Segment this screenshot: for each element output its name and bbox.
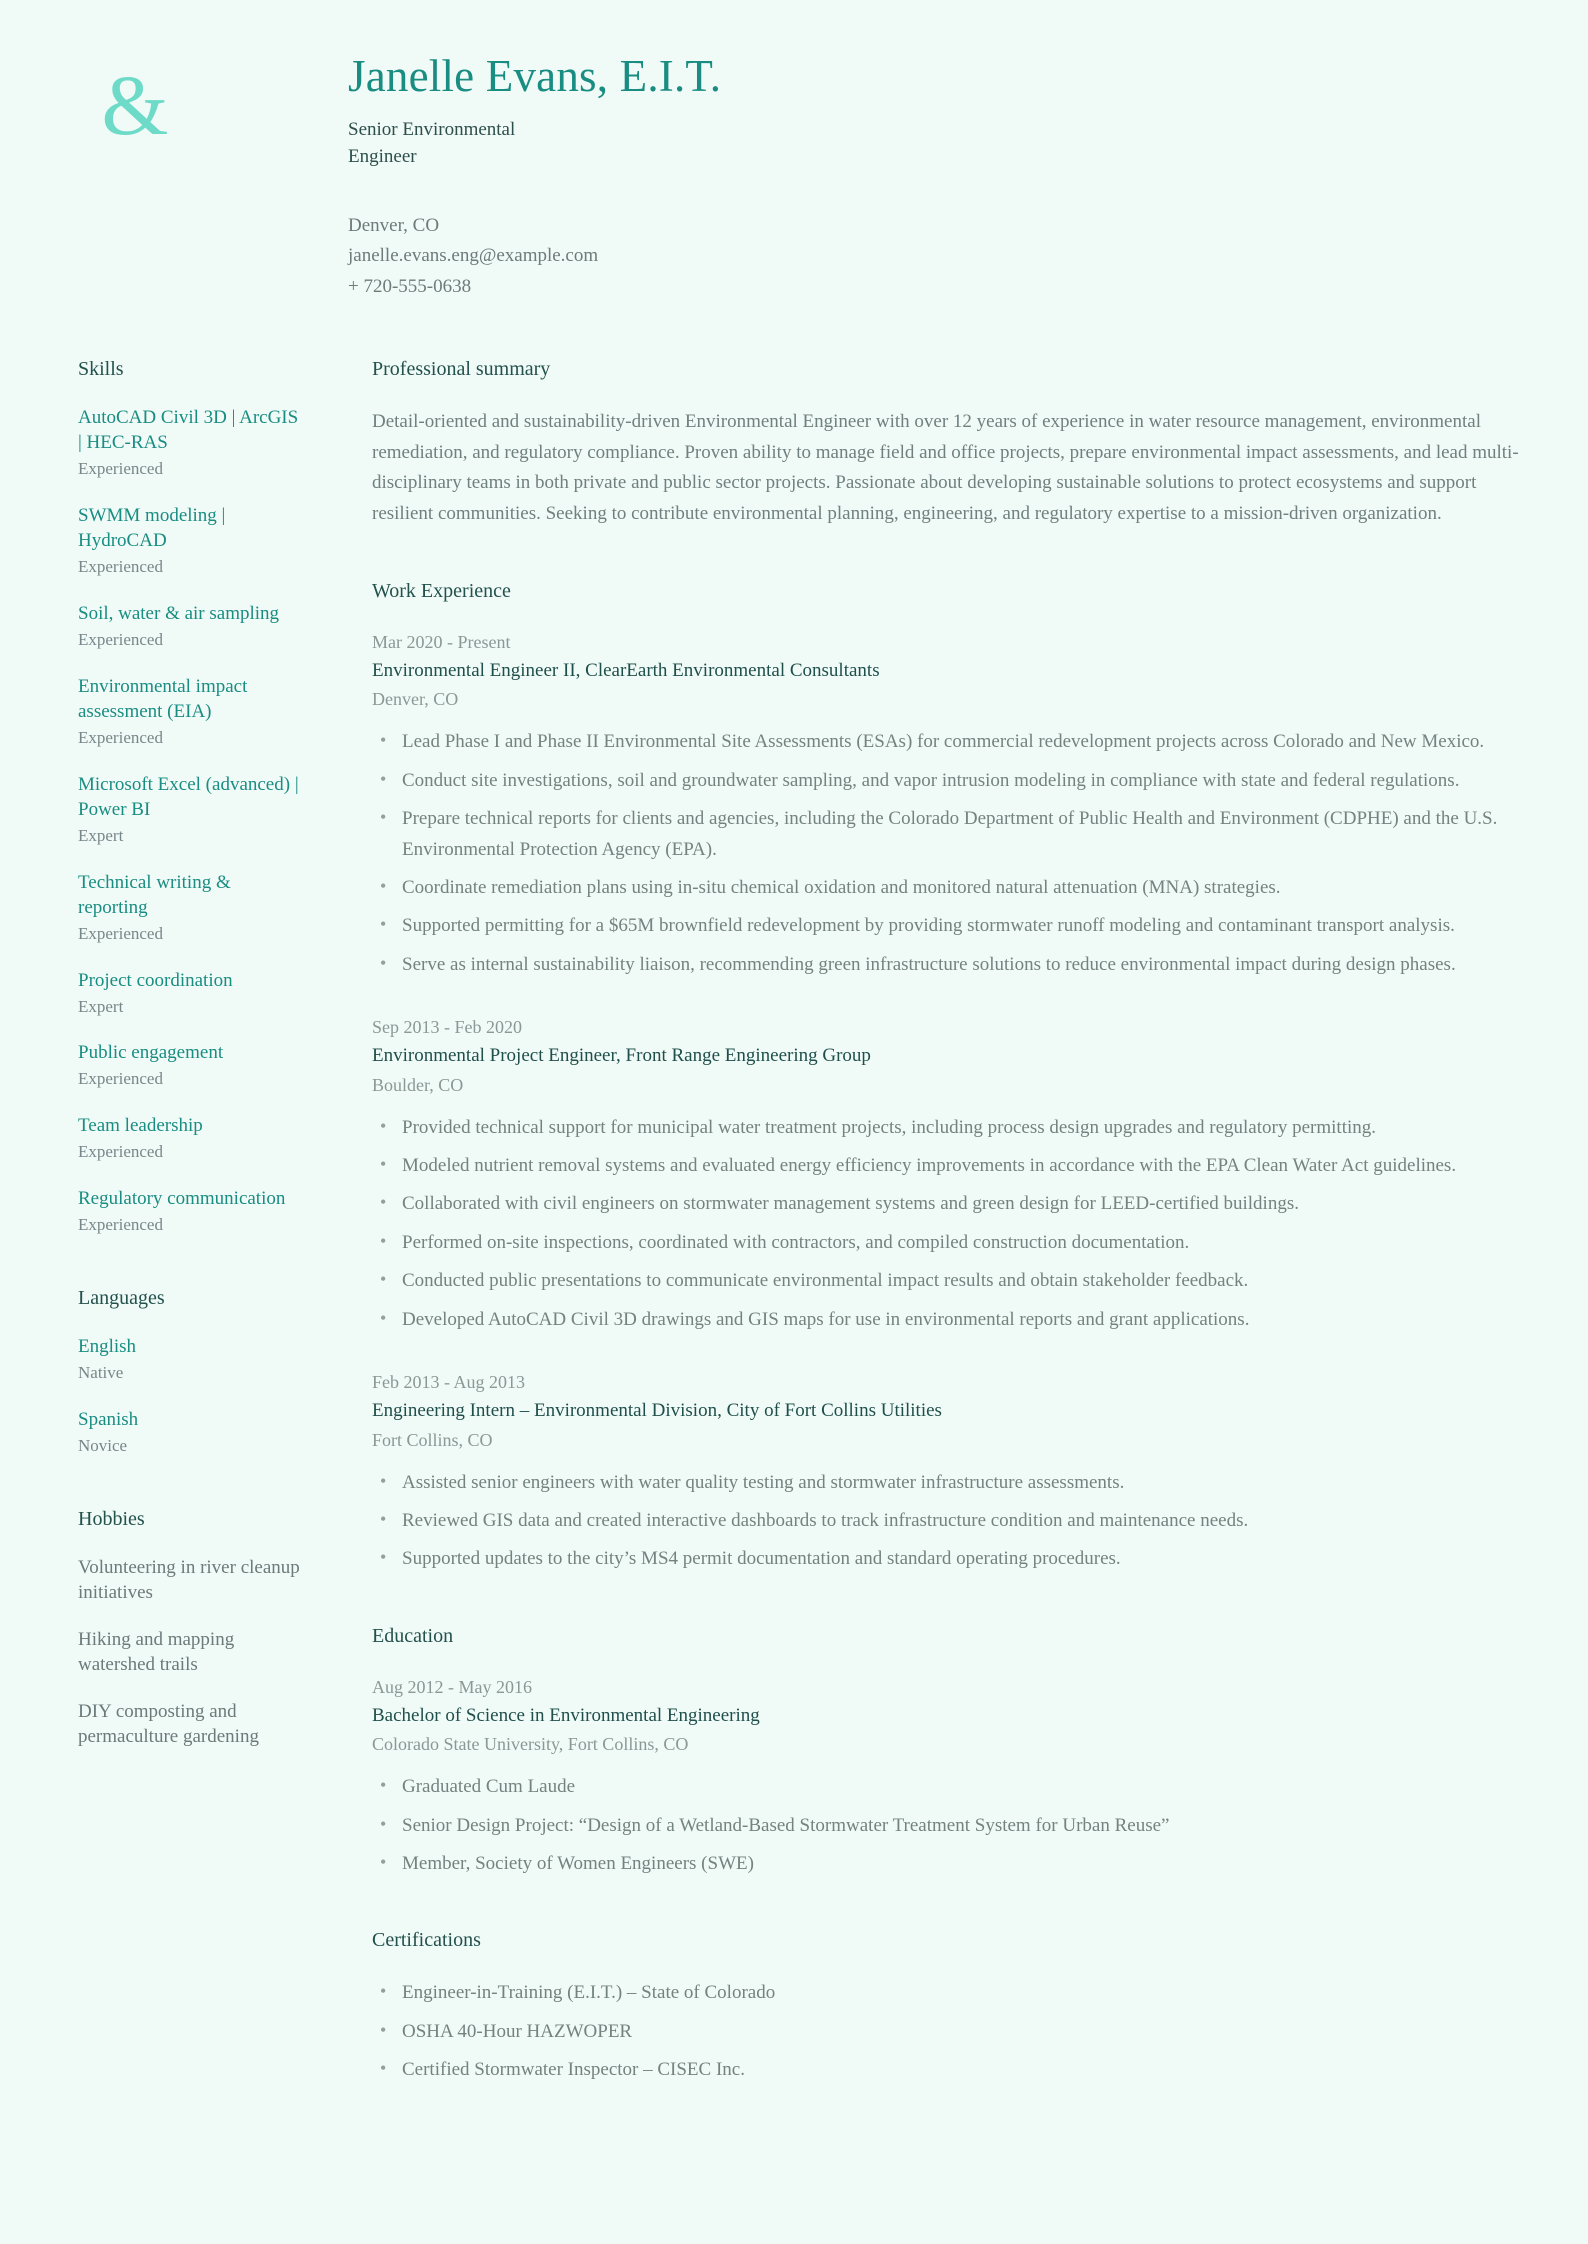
- sidebar-section-hobbies: [78, 1508, 300, 1749]
- entry-date: Aug 2012 - May 2016: [372, 1676, 532, 1697]
- language-level: Novice: [78, 1435, 128, 1455]
- skill-item: [78, 870, 300, 946]
- skill-level: Experienced: [78, 923, 163, 943]
- bullet-item: • Member, Society of Women Engineers (SWE): [372, 1849, 1520, 1879]
- main-column: [300, 358, 1588, 2094]
- skill-level: Experienced: [78, 459, 163, 479]
- language-name: Spanish: [78, 1408, 139, 1430]
- education-entry: [372, 1674, 1520, 1880]
- resume-header: [0, 0, 1588, 303]
- section-professional-summary: [372, 358, 1520, 530]
- skill-level: Experienced: [78, 1215, 163, 1235]
- bullet-item: • Supported permitting for a $65M brownfield redevelopment by providing stormwater runoff modeling and contaminant transport analysis.: [372, 911, 1520, 941]
- logo-column: [0, 52, 270, 153]
- entry-date: Feb 2013 - Aug 2013: [372, 1372, 525, 1393]
- sidebar: [0, 358, 300, 2094]
- skill-name: Microsoft Excel (advanced) | Power BI: [78, 773, 299, 820]
- language-item: [78, 1334, 300, 1385]
- bullet-item: • Prepare technical reports for clients and agencies, including the Colorado Department of Public Health and Environment (CDPHE) and the U.S. Environmental Protection Agency (EPA).: [372, 804, 1520, 865]
- hobby-item: Hiking and mapping watershed trails: [78, 1628, 235, 1676]
- entry-bullets: [372, 1113, 1520, 1335]
- bullet-item: • Reviewed GIS data and created interactive dashboards to track infrastructure condition and maintenance needs.: [372, 1506, 1520, 1536]
- skill-level: Experienced: [78, 629, 163, 649]
- entry-location: Colorado State University, Fort Collins, CO: [372, 1734, 689, 1755]
- skill-name: Project coordination: [78, 969, 233, 991]
- bullet-item: • Engineer-in-Training (E.I.T.) – State of Colorado: [372, 1978, 1520, 2008]
- entry-location: Boulder, CO: [372, 1074, 464, 1095]
- skill-name: AutoCAD Civil 3D | ArcGIS | HEC-RAS: [78, 406, 299, 453]
- entry-date: Mar 2020 - Present: [372, 631, 511, 652]
- section-work-experience: [372, 580, 1520, 1575]
- skill-item: [78, 1113, 300, 1164]
- bullet-item: • Coordinate remediation plans using in-situ chemical oxidation and monitored natural attenuation (MNA) strategies.: [372, 873, 1520, 903]
- skill-item: [78, 601, 300, 652]
- work-entry: [372, 1369, 1520, 1575]
- bullet-item: • Serve as internal sustainability liaison, recommending green infrastructure solutions to reduce environmental impact during design phases.: [372, 950, 1520, 980]
- certifications-heading: Certifications: [372, 1929, 481, 1952]
- bullet-item: • OSHA 40-Hour HAZWOPER: [372, 2017, 1520, 2047]
- hobbies-heading: Hobbies: [78, 1507, 145, 1530]
- certifications-list: [372, 1978, 1520, 2085]
- entry-location: Fort Collins, CO: [372, 1429, 493, 1450]
- entry-bullets: [372, 1772, 1520, 1879]
- work-entry: [372, 629, 1520, 980]
- contact-location: Denver, CO: [348, 214, 440, 236]
- skill-level: Experienced: [78, 1069, 163, 1089]
- bullet-item: • Graduated Cum Laude: [372, 1772, 1520, 1802]
- entry-date: Sep 2013 - Feb 2020: [372, 1017, 522, 1038]
- skill-name: Environmental impact assessment (EIA): [78, 675, 248, 722]
- bullet-item: • Certified Stormwater Inspector – CISEC Inc.: [372, 2055, 1520, 2085]
- skill-level: Experienced: [78, 557, 163, 576]
- section-certifications: [372, 1929, 1520, 2085]
- entry-location: Denver, CO: [372, 689, 459, 710]
- skill-name: Regulatory communication: [78, 1188, 286, 1210]
- sidebar-section-languages: [78, 1287, 300, 1458]
- header-details: [270, 52, 1588, 303]
- skill-level: Experienced: [78, 1142, 163, 1162]
- bullet-item: • Assisted senior engineers with water quality testing and stormwater infrastructure assessments.: [372, 1468, 1520, 1498]
- education-heading: Education: [372, 1624, 454, 1647]
- resume-body: [0, 303, 1588, 2094]
- skill-item: [78, 772, 300, 848]
- summary-text: Detail-oriented and sustainability-driven Environmental Engineer with over 12 years of experience in water resource management, environmental remediation, and regulatory compliance. Proven ability to manage field and office projects, prepare environmental impact assessments, and lead multi-disciplinary teams in both private and public sector projects. Passionate about developing sustainable solutions to protect ecosystems and support resilient communities. Seeking to contribute environmental planning, engineering, and regulatory expertise to a mission-driven organization.: [372, 410, 1519, 525]
- bullet-item: • Conducted public presentations to communicate environmental impact results and obtain stakeholder feedback.: [372, 1266, 1520, 1296]
- contact-block: [348, 211, 1588, 303]
- skill-item: [78, 405, 300, 481]
- entry-title: Environmental Project Engineer, Front Range Engineering Group: [372, 1045, 871, 1067]
- entry-title: Bachelor of Science in Environmental Engineering: [372, 1704, 760, 1726]
- bullet-item: • Collaborated with civil engineers on stormwater management systems and green design for LEED-certified buildings.: [372, 1189, 1520, 1219]
- work-entry: [372, 1014, 1520, 1335]
- hobby-item: DIY composting and permaculture gardening: [78, 1701, 259, 1748]
- skill-name: Team leadership: [78, 1115, 203, 1137]
- skill-item: [78, 1186, 300, 1237]
- hobby-item: Volunteering in river cleanup initiatives: [78, 1556, 300, 1603]
- skill-name: SWMM modeling | HydroCAD: [78, 504, 226, 551]
- sidebar-section-skills: [78, 358, 300, 1237]
- skill-item: [78, 503, 300, 579]
- bullet-item: • Supported updates to the city’s MS4 permit documentation and standard operating procedures.: [372, 1544, 1520, 1574]
- skills-heading: Skills: [78, 357, 124, 380]
- bullet-item: • Provided technical support for municipal water treatment projects, including process design upgrades and regulatory permitting.: [372, 1113, 1520, 1143]
- skill-level: Experienced: [78, 727, 163, 747]
- bullet-item: • Conduct site investigations, soil and groundwater sampling, and vapor intrusion modeling in compliance with state and federal regulations.: [372, 766, 1520, 796]
- language-name: English: [78, 1336, 137, 1358]
- language-level: Native: [78, 1363, 124, 1383]
- skill-item: [78, 968, 300, 1019]
- skill-level: Expert: [78, 825, 124, 845]
- contact-phone[interactable]: + 720-555-0638: [348, 276, 472, 298]
- skill-level: Expert: [78, 996, 124, 1016]
- section-education: [372, 1625, 1520, 1880]
- ampersand-logo-icon: &: [101, 57, 169, 153]
- entry-bullets: [372, 727, 1520, 980]
- summary-heading: Professional summary: [372, 357, 551, 380]
- language-item: [78, 1407, 300, 1458]
- entry-title: Engineering Intern – Environmental Division, City of Fort Collins Utilities: [372, 1400, 942, 1422]
- entry-bullets: [372, 1468, 1520, 1575]
- bullet-item: • Performed on-site inspections, coordinated with contractors, and compiled construction documentation.: [372, 1228, 1520, 1258]
- bullet-item: • Modeled nutrient removal systems and evaluated energy efficiency improvements in accordance with the EPA Clean Water Act guidelines.: [372, 1151, 1520, 1181]
- job-title: Senior Environmental Engineer: [348, 118, 516, 168]
- bullet-item: • Developed AutoCAD Civil 3D drawings and GIS maps for use in environmental reports and grant applications.: [372, 1305, 1520, 1335]
- skill-item: [78, 1040, 300, 1091]
- skill-item: [78, 674, 300, 750]
- contact-email[interactable]: janelle.evans.eng@example.com: [348, 245, 599, 267]
- bullet-item: • Lead Phase I and Phase II Environmental Site Assessments (ESAs) for commercial redevelopment projects across Colorado and New Mexico.: [372, 727, 1520, 757]
- skill-name: Soil, water & air sampling: [78, 602, 280, 624]
- page-title: Janelle Evans, E.I.T.: [348, 51, 722, 101]
- skill-name: Public engagement: [78, 1042, 224, 1064]
- skill-name: Technical writing & reporting: [78, 871, 231, 918]
- languages-heading: Languages: [78, 1287, 165, 1310]
- entry-title: Environmental Engineer II, ClearEarth Environmental Consultants: [372, 659, 880, 681]
- work-experience-heading: Work Experience: [372, 579, 511, 602]
- bullet-item: • Senior Design Project: “Design of a Wetland-Based Stormwater Treatment System for Urban Reuse”: [372, 1811, 1520, 1841]
